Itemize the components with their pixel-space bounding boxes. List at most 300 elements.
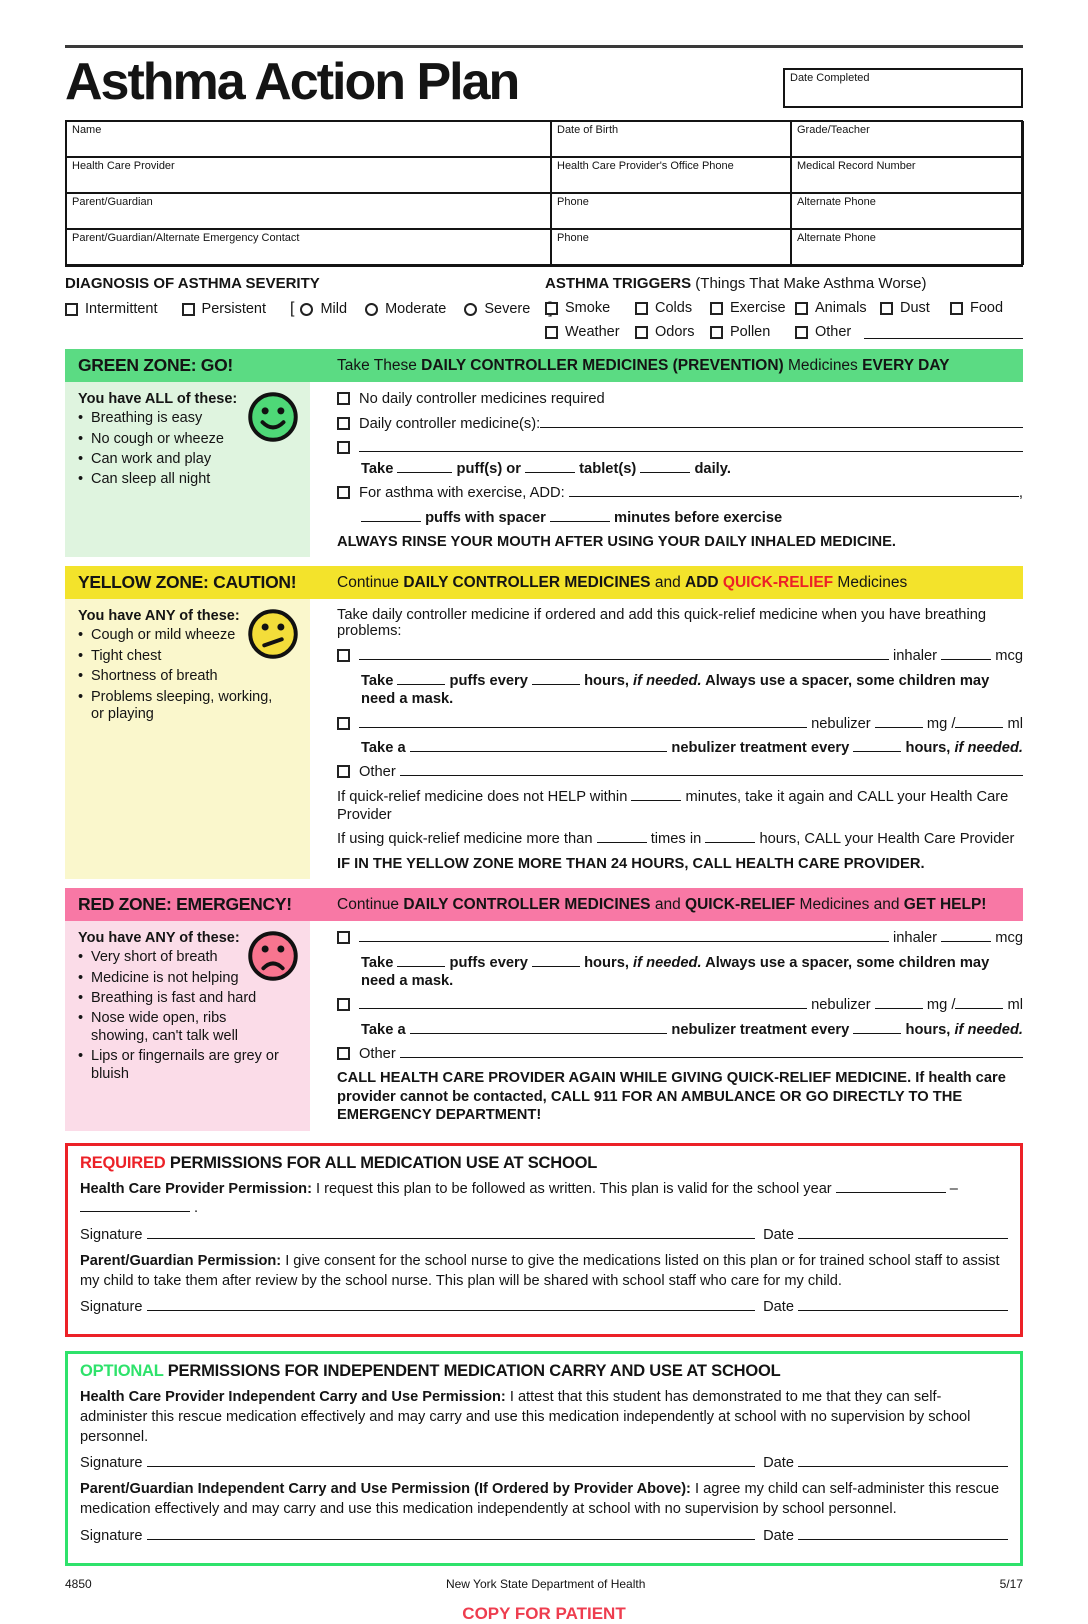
checkbox-option bbox=[545, 324, 635, 340]
text-segment: if needed. bbox=[954, 1021, 1023, 1038]
blank-field[interactable] bbox=[400, 1045, 1023, 1058]
triggers-heading-main: ASTHMA TRIGGERS bbox=[545, 275, 692, 293]
blank-field[interactable] bbox=[147, 1298, 755, 1311]
blank-field[interactable] bbox=[397, 954, 445, 967]
form-line bbox=[337, 855, 1023, 873]
yellow-zone-sidebar bbox=[65, 599, 310, 879]
form-line bbox=[337, 1045, 1023, 1063]
red-zone-content bbox=[337, 921, 1023, 1130]
blank-field[interactable] bbox=[875, 996, 923, 1009]
text-segment: Health Care Provider Permission: bbox=[80, 1180, 312, 1197]
guardian-carry-signature-line bbox=[80, 1527, 1008, 1544]
checkbox-option bbox=[65, 301, 158, 317]
blank-field[interactable] bbox=[941, 929, 991, 942]
checkbox-icon[interactable] bbox=[795, 326, 808, 339]
optional-title-rest: PERMISSIONS FOR INDEPENDENT MEDICATION CARRY AND USE AT SCHOOL bbox=[163, 1362, 781, 1381]
checkbox-icon[interactable] bbox=[880, 302, 893, 315]
green-sidebar-title: You have ALL of these: bbox=[78, 391, 238, 408]
optional-permissions-title bbox=[80, 1362, 1008, 1381]
triggers-heading bbox=[545, 275, 1023, 292]
line-text bbox=[359, 715, 1023, 733]
blank-field[interactable] bbox=[853, 1021, 901, 1034]
text-segment: hours, bbox=[580, 954, 634, 971]
form-line bbox=[337, 996, 1023, 1014]
line-text bbox=[361, 672, 1023, 709]
blank-field[interactable] bbox=[359, 996, 807, 1009]
text-segment: puff(s) or bbox=[452, 460, 526, 477]
triggers-heading-note: (Things That Make Asthma Worse) bbox=[691, 275, 927, 293]
form-line bbox=[337, 533, 1023, 551]
blank-field[interactable] bbox=[597, 830, 647, 843]
blank-field[interactable] bbox=[532, 954, 580, 967]
severity-options bbox=[65, 300, 545, 318]
yellow-sidebar-title: You have ANY of these: bbox=[78, 608, 240, 625]
yellow-zone-label: YELLOW ZONE: CAUTION! bbox=[78, 572, 297, 593]
smiley-face-icon bbox=[245, 389, 301, 449]
text-segment: DAILY CONTROLLER MEDICINES (PREVENTION) bbox=[421, 356, 784, 374]
info-field[interactable]: Alternate Phone bbox=[791, 229, 1024, 265]
red-zone-header bbox=[65, 888, 1023, 921]
text-segment: Take These bbox=[337, 356, 422, 374]
line-text bbox=[359, 439, 1023, 452]
red-zone-label: RED ZONE: EMERGENCY! bbox=[78, 894, 292, 915]
form-line bbox=[337, 763, 1023, 781]
text-segment: Parent/Guardian Independent Carry and Use Permission (If Ordered by Provider Above): bbox=[80, 1481, 691, 1498]
copy-for-patient-label: COPY FOR PATIENT bbox=[462, 1603, 626, 1623]
symptom-item: • Shortness of breath bbox=[78, 668, 285, 685]
line-text bbox=[361, 509, 1023, 527]
form-line bbox=[337, 954, 1023, 991]
text-segment: DAILY CONTROLLER MEDICINES bbox=[403, 573, 651, 591]
text-segment: Take a bbox=[361, 739, 410, 756]
green-zone-label: GREEN ZONE: GO! bbox=[78, 355, 233, 376]
diagnosis-heading: DIAGNOSIS OF ASTHMA SEVERITY bbox=[65, 275, 320, 293]
required-title-rest: PERMISSIONS FOR ALL MEDICATION USE AT SCHOOL bbox=[165, 1153, 598, 1172]
top-rule bbox=[65, 45, 1023, 48]
text-segment: hours, CALL your Health Care Provider bbox=[755, 831, 1015, 848]
form-line bbox=[337, 390, 1023, 408]
provider-signature-line bbox=[80, 1226, 1008, 1243]
text-segment: mcg bbox=[991, 930, 1023, 947]
blank-field[interactable] bbox=[955, 715, 1003, 728]
form-line bbox=[337, 484, 1023, 502]
form-line bbox=[337, 929, 1023, 947]
option-label: Severe bbox=[484, 301, 531, 318]
text-segment: – bbox=[945, 1180, 958, 1197]
line-text bbox=[359, 1045, 1023, 1063]
blank-field[interactable] bbox=[147, 1454, 755, 1467]
form-line bbox=[337, 739, 1023, 757]
blank-field[interactable] bbox=[410, 1021, 668, 1034]
line-text bbox=[359, 996, 1023, 1014]
checkbox-icon[interactable] bbox=[337, 765, 350, 778]
blank-field[interactable] bbox=[798, 1226, 1008, 1239]
blank-field[interactable] bbox=[80, 1199, 190, 1212]
text-segment: I give consent for the school nurse to give the medications listed on this plan or for trained school staff to assist my child to take them after review by the school nurse. This plan will be shared with school staff who care for my child. bbox=[80, 1252, 1000, 1289]
green-zone-sidebar bbox=[65, 382, 310, 557]
text-segment: if needed. bbox=[954, 739, 1023, 756]
footer-agency: New York State Department of Health bbox=[445, 1576, 646, 1591]
radio-icon[interactable] bbox=[300, 303, 313, 316]
text-segment: IF IN THE YELLOW ZONE MORE THAN 24 HOURS, CALL HEALTH CARE PROVIDER. bbox=[337, 855, 925, 872]
green-zone bbox=[65, 349, 1023, 557]
required-title-accent: REQUIRED bbox=[80, 1153, 166, 1172]
info-field[interactable]: Grade/Teacher bbox=[791, 121, 1024, 157]
option-label: Other bbox=[815, 324, 852, 341]
yellow-zone-instruction bbox=[337, 574, 1023, 592]
symptom-item: • Lips or fingernails are grey or bluish bbox=[78, 1048, 285, 1083]
text-segment: Signature bbox=[80, 1299, 147, 1316]
blank-field[interactable] bbox=[798, 1527, 1008, 1540]
neutral-face-icon bbox=[245, 606, 301, 666]
text-segment: Signature bbox=[80, 1527, 147, 1544]
text-segment: nebulizer treatment every bbox=[667, 739, 854, 756]
text-segment: Date bbox=[755, 1527, 798, 1544]
blank-field[interactable] bbox=[550, 509, 610, 522]
form-line bbox=[337, 509, 1023, 527]
radio-icon[interactable] bbox=[365, 303, 378, 316]
checkbox-icon[interactable] bbox=[337, 441, 350, 454]
blank-field[interactable] bbox=[359, 439, 1023, 452]
line-text bbox=[359, 484, 1023, 502]
blank-field[interactable] bbox=[147, 1226, 755, 1239]
form-line bbox=[337, 439, 1023, 454]
blank-field[interactable] bbox=[631, 788, 681, 801]
guardian-permission-text bbox=[80, 1252, 1008, 1291]
text-segment: if needed. bbox=[633, 672, 702, 689]
line-text bbox=[361, 1021, 1023, 1039]
yellow-zone-body bbox=[65, 599, 1023, 879]
blank-field[interactable] bbox=[864, 326, 1023, 339]
page-title: Asthma Action Plan bbox=[65, 53, 519, 111]
text-segment: Other bbox=[359, 1046, 400, 1063]
triggers-row-1 bbox=[545, 300, 1023, 316]
option-label: Mild bbox=[320, 301, 348, 318]
info-field[interactable]: Phone bbox=[551, 193, 791, 229]
text-segment: DAILY CONTROLLER MEDICINES bbox=[403, 895, 651, 913]
blank-field[interactable] bbox=[147, 1527, 755, 1540]
form-line bbox=[337, 715, 1023, 733]
line-text bbox=[361, 739, 1023, 757]
date-completed-label: Date Completed bbox=[790, 72, 870, 84]
checkbox-icon[interactable] bbox=[337, 649, 350, 662]
red-zone-sidebar bbox=[65, 921, 310, 1130]
text-segment: Continue bbox=[337, 573, 404, 591]
text-segment: Parent/Guardian Permission: bbox=[80, 1252, 282, 1269]
option-label: Moderate bbox=[385, 301, 447, 318]
symptom-item: • Can work and play bbox=[78, 451, 285, 468]
symptom-item: • Medicine is not helping bbox=[78, 970, 285, 987]
text-segment: Date bbox=[755, 1226, 798, 1243]
yellow-zone-content bbox=[337, 599, 1023, 879]
form-line bbox=[337, 415, 1023, 433]
blank-field[interactable] bbox=[540, 415, 1023, 428]
info-field[interactable]: Alternate Phone bbox=[791, 193, 1024, 229]
yellow-zone bbox=[65, 566, 1023, 879]
form-line bbox=[337, 672, 1023, 709]
text-segment: mg / bbox=[922, 715, 956, 732]
blank-field[interactable] bbox=[359, 715, 807, 728]
text-segment: inhaler bbox=[888, 648, 942, 665]
radio-option bbox=[464, 301, 530, 317]
text-segment: inhaler bbox=[888, 930, 942, 947]
text-segment: QUICK-RELIEF bbox=[685, 895, 796, 913]
required-permissions-box bbox=[65, 1143, 1023, 1338]
checkbox-icon[interactable] bbox=[337, 486, 350, 499]
checkbox-option bbox=[710, 324, 795, 340]
footer bbox=[65, 1577, 1023, 1591]
option-label: Dust bbox=[900, 300, 930, 317]
blank-field[interactable] bbox=[361, 509, 421, 522]
symptom-item: • Problems sleeping, working, or playing bbox=[78, 689, 285, 724]
blank-field[interactable] bbox=[640, 460, 690, 473]
checkbox-option bbox=[795, 324, 1023, 340]
provider-carry-permission-text bbox=[80, 1388, 1008, 1447]
checkbox-icon[interactable] bbox=[337, 392, 350, 405]
bracket-open: [ bbox=[290, 300, 295, 318]
option-label: Pollen bbox=[730, 324, 771, 341]
blank-field[interactable] bbox=[798, 1454, 1008, 1467]
text-segment: nebulizer bbox=[806, 997, 875, 1014]
blank-field[interactable] bbox=[359, 929, 889, 942]
guardian-signature-line bbox=[80, 1298, 1008, 1315]
red-sidebar-title: You have ANY of these: bbox=[78, 930, 240, 947]
form-line bbox=[337, 788, 1023, 825]
text-segment: If using quick-relief medicine more than bbox=[337, 831, 597, 848]
required-permissions-title bbox=[80, 1154, 1008, 1173]
text-segment: I agree my child can self-administer this rescue medication effectively and may carry and use this medication independently at school with no supervision by school personnel. bbox=[80, 1481, 1000, 1518]
text-segment: minutes, take it again and CALL your Health Care Provider bbox=[337, 788, 1009, 824]
text-segment: Date bbox=[755, 1455, 798, 1472]
text-segment: daily. bbox=[690, 460, 731, 477]
radio-option bbox=[300, 301, 347, 317]
text-segment: , bbox=[1018, 485, 1023, 502]
blank-field[interactable] bbox=[569, 484, 1019, 497]
optional-permissions-box bbox=[65, 1351, 1023, 1565]
sad-face-icon bbox=[245, 928, 301, 988]
diagnosis-triggers-section bbox=[65, 275, 1023, 340]
option-label: Weather bbox=[565, 324, 620, 341]
checkbox-option bbox=[635, 300, 710, 316]
text-segment: Take a bbox=[361, 1021, 410, 1038]
radio-option bbox=[365, 301, 446, 317]
option-label: Colds bbox=[655, 300, 693, 317]
text-segment: If quick-relief medicine does not HELP within bbox=[337, 788, 632, 805]
blank-field[interactable] bbox=[853, 739, 901, 752]
checkbox-icon[interactable] bbox=[337, 931, 350, 944]
text-segment: Signature bbox=[80, 1226, 147, 1243]
text-segment: Continue bbox=[337, 895, 404, 913]
option-label: Intermittent bbox=[85, 301, 158, 318]
checkbox-option bbox=[950, 300, 1003, 316]
yellow-zone-intro: Take daily controller medicine if ordered and add this quick-relief medicine when you have breathing problems: bbox=[337, 607, 987, 640]
checkbox-icon[interactable] bbox=[710, 326, 723, 339]
line-text bbox=[337, 533, 1023, 551]
text-segment: ml bbox=[1003, 997, 1023, 1014]
text-segment: GET HELP! bbox=[903, 895, 987, 913]
option-label: Persistent bbox=[201, 301, 267, 318]
text-segment: Date bbox=[755, 1299, 798, 1316]
blank-field[interactable] bbox=[705, 830, 755, 843]
text-segment: and bbox=[650, 895, 686, 913]
footer-revision: 5/17 bbox=[999, 1576, 1023, 1591]
radio-icon[interactable] bbox=[464, 303, 477, 316]
checkbox-icon[interactable] bbox=[337, 417, 350, 430]
text-segment: QUICK-RELIEF bbox=[722, 573, 834, 591]
text-segment: Daily controller medicine(s): bbox=[359, 415, 541, 432]
text-segment: Always use a spacer, some children may need a mask. bbox=[361, 672, 990, 708]
text-segment: Medicines and bbox=[795, 895, 904, 913]
text-segment: ALWAYS RINSE YOUR MOUTH AFTER USING YOUR DAILY INHALED MEDICINE. bbox=[337, 534, 897, 551]
checkbox-icon[interactable] bbox=[635, 302, 648, 315]
text-segment: Take bbox=[361, 954, 398, 971]
text-segment: EVERY DAY bbox=[862, 356, 950, 374]
text-segment: mg / bbox=[922, 997, 956, 1014]
blank-field[interactable] bbox=[400, 763, 1023, 776]
info-field[interactable]: Parent/Guardian bbox=[66, 193, 551, 229]
info-field[interactable]: Date of Birth bbox=[551, 121, 791, 157]
symptom-item: • Very short of breath bbox=[78, 949, 285, 966]
diagnosis-section bbox=[65, 275, 545, 340]
text-segment: ADD bbox=[685, 573, 723, 591]
form-number: 4850 bbox=[65, 1576, 92, 1591]
patient-info-table bbox=[65, 120, 1023, 267]
text-segment: nebulizer bbox=[806, 715, 875, 732]
text-segment: Signature bbox=[80, 1455, 147, 1472]
green-zone-body bbox=[65, 382, 1023, 557]
checkbox-icon[interactable] bbox=[65, 303, 78, 316]
info-field[interactable]: Phone bbox=[551, 229, 791, 265]
text-segment: puffs every bbox=[445, 954, 532, 971]
blank-field[interactable] bbox=[836, 1180, 946, 1193]
text-segment: Health Care Provider Independent Carry and Use Permission: bbox=[80, 1389, 506, 1406]
yellow-zone-header bbox=[65, 566, 1023, 599]
blank-field[interactable] bbox=[798, 1298, 1008, 1311]
text-segment: Medicines bbox=[783, 356, 863, 374]
text-segment: No daily controller medicines required bbox=[359, 391, 605, 408]
checkbox-icon[interactable] bbox=[950, 302, 963, 315]
red-zone bbox=[65, 888, 1023, 1130]
line-text bbox=[359, 415, 1023, 433]
info-field[interactable]: Medical Record Number bbox=[791, 157, 1024, 193]
blank-field[interactable] bbox=[941, 647, 991, 660]
blank-field[interactable] bbox=[532, 672, 580, 685]
text-segment: mcg bbox=[991, 648, 1023, 665]
symptom-item: • Cough or mild wheeze bbox=[78, 627, 285, 644]
info-field[interactable]: Name bbox=[66, 121, 551, 157]
header bbox=[65, 54, 1023, 110]
red-zone-body bbox=[65, 921, 1023, 1130]
info-field[interactable]: Health Care Provider's Office Phone bbox=[551, 157, 791, 193]
option-label: Odors bbox=[655, 324, 695, 341]
blank-field[interactable] bbox=[397, 460, 452, 473]
line-text bbox=[359, 647, 1023, 665]
date-completed-field[interactable] bbox=[783, 68, 1023, 108]
option-label: Smoke bbox=[565, 300, 611, 317]
text-segment: minutes before exercise bbox=[609, 509, 783, 526]
yellow-zone-lines bbox=[337, 647, 1023, 873]
checkbox-icon[interactable] bbox=[795, 302, 808, 315]
checkbox-option bbox=[710, 300, 795, 316]
blank-field[interactable] bbox=[410, 739, 668, 752]
checkbox-option bbox=[880, 300, 950, 316]
provider-carry-signature-line bbox=[80, 1454, 1008, 1471]
form-line bbox=[337, 830, 1023, 848]
text-segment: puffs with spacer bbox=[421, 509, 550, 526]
symptom-item: • No cough or wheeze bbox=[78, 431, 285, 448]
text-segment: if needed. bbox=[633, 954, 702, 971]
line-text bbox=[359, 929, 1023, 947]
line-text bbox=[337, 830, 1023, 848]
text-segment: hours, bbox=[901, 1021, 955, 1038]
text-segment: hours, bbox=[580, 672, 634, 689]
checkbox-icon[interactable] bbox=[635, 326, 648, 339]
checkbox-icon[interactable] bbox=[337, 998, 350, 1011]
text-segment: CALL HEALTH CARE PROVIDER AGAIN WHILE GIVING QUICK-RELIEF MEDICINE. If health care provider cannot be contacted, CALL 911 FOR AN AMBULANCE OR GO DIRECTLY TO THE EMERGENCY DEPARTMENT! bbox=[337, 1070, 1006, 1124]
green-zone-instruction bbox=[337, 357, 1023, 375]
text-segment: Take bbox=[361, 672, 398, 689]
checkbox-option bbox=[545, 300, 635, 316]
text-segment: ml bbox=[1003, 715, 1023, 732]
text-segment: Take bbox=[361, 460, 398, 477]
blank-field[interactable] bbox=[875, 715, 923, 728]
text-segment: For asthma with exercise, ADD: bbox=[359, 485, 569, 502]
checkbox-option bbox=[182, 301, 266, 317]
text-segment: Other bbox=[359, 764, 400, 781]
blank-field[interactable] bbox=[955, 996, 1003, 1009]
option-label: Exercise bbox=[730, 300, 786, 317]
checkbox-option bbox=[635, 324, 710, 340]
provider-permission-text bbox=[80, 1180, 1008, 1219]
triggers-section bbox=[545, 275, 1023, 340]
blank-field[interactable] bbox=[525, 460, 575, 473]
checkbox-icon[interactable] bbox=[710, 302, 723, 315]
symptom-item: • Nose wide open, ribs showing, can't talk well bbox=[78, 1010, 285, 1045]
symptom-item: • Tight chest bbox=[78, 648, 285, 665]
option-label: Food bbox=[970, 300, 1004, 317]
text-segment: tablet(s) bbox=[575, 460, 641, 477]
symptom-item: • Breathing is fast and hard bbox=[78, 990, 285, 1007]
line-text bbox=[359, 763, 1023, 781]
line-text bbox=[361, 954, 1023, 991]
blank-field[interactable] bbox=[397, 672, 445, 685]
checkbox-icon[interactable] bbox=[545, 326, 558, 339]
checkbox-icon[interactable] bbox=[182, 303, 195, 316]
form-line bbox=[337, 1069, 1023, 1124]
triggers-row-2 bbox=[545, 324, 1023, 340]
text-segment: Always use a spacer, some children may need a mask. bbox=[361, 954, 990, 989]
option-label: Animals bbox=[815, 300, 867, 317]
red-zone-instruction bbox=[337, 896, 1023, 914]
checkbox-icon[interactable] bbox=[545, 302, 558, 315]
form-line bbox=[337, 1021, 1023, 1039]
symptom-item: • Breathing is easy bbox=[78, 410, 285, 427]
green-zone-header bbox=[65, 349, 1023, 382]
text-segment: nebulizer treatment every bbox=[667, 1021, 854, 1038]
text-segment: hours, bbox=[901, 739, 955, 756]
green-zone-content bbox=[337, 382, 1023, 557]
line-text bbox=[359, 390, 1023, 408]
line-text bbox=[337, 1069, 1023, 1124]
info-field[interactable]: Parent/Guardian/Alternate Emergency Contact bbox=[66, 229, 551, 265]
line-text bbox=[337, 788, 1023, 825]
info-field[interactable]: Health Care Provider bbox=[66, 157, 551, 193]
form-line bbox=[337, 460, 1023, 478]
blank-field[interactable] bbox=[359, 647, 889, 660]
checkbox-icon[interactable] bbox=[337, 717, 350, 730]
text-segment: I attest that this student has demonstrated to me that they can self-administer this rescue medication effectively and may carry and use this medication independently at school with no supervision by school personnel. bbox=[80, 1389, 971, 1445]
checkbox-icon[interactable] bbox=[337, 1047, 350, 1060]
